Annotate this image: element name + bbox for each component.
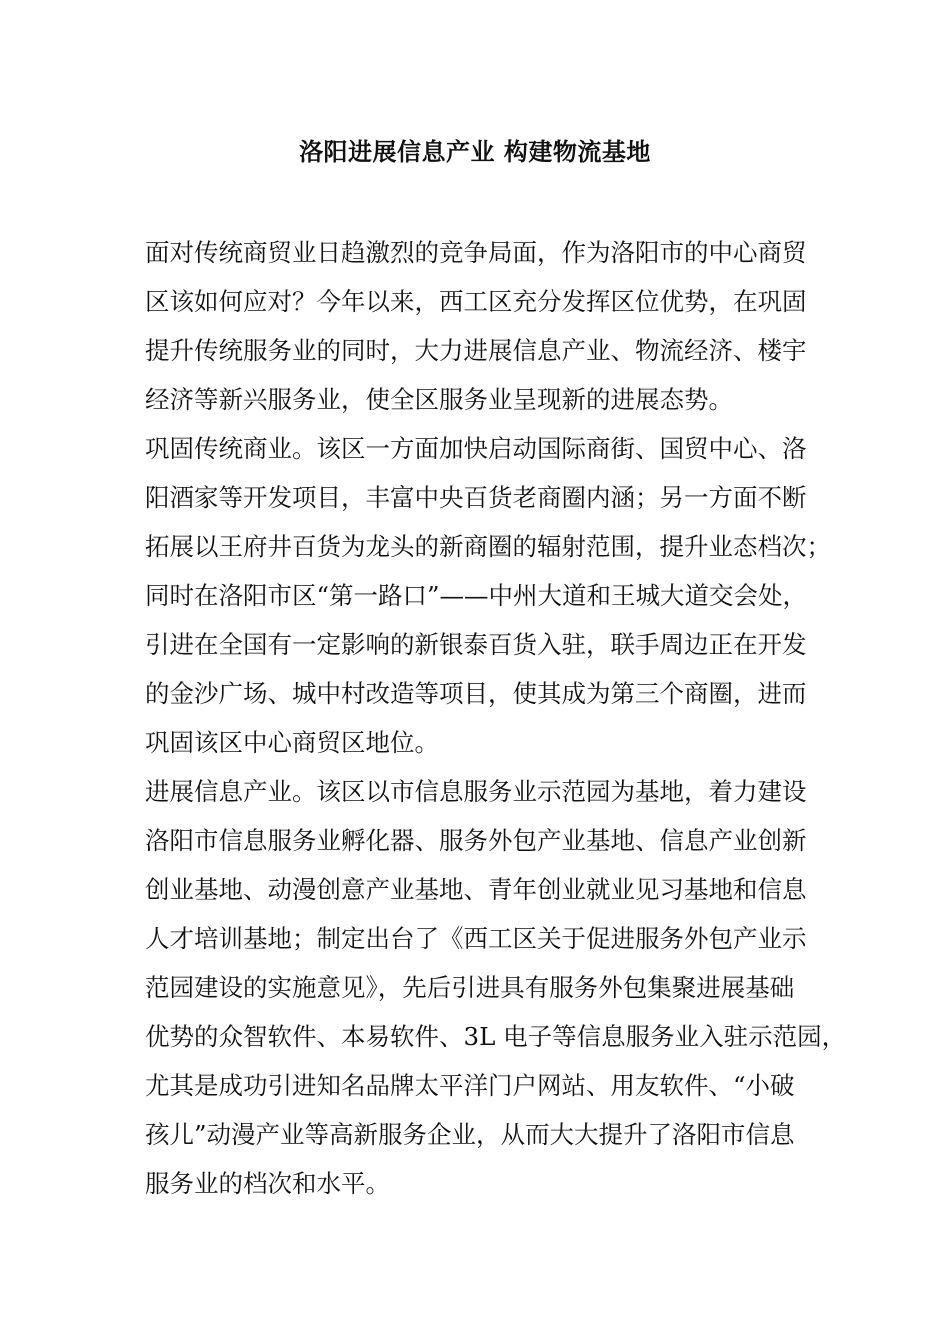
document-body <box>145 228 847 1208</box>
text-line: 引进在全国有一定影响的新银泰百货入驻，联手周边正在开发 <box>145 630 807 659</box>
text-line: 洛阳市信息服务业孵化器、服务外包产业基地、信息产业创新 <box>145 826 807 855</box>
text-line: 人才培训基地；制定出台了《西工区关于促进服务外包产业示 <box>145 924 807 953</box>
text-line: 阳酒家等开发项目，丰富中央百货老商圈内涵；另一方面不断 <box>145 483 807 512</box>
document-title: 洛阳进展信息产业 构建物流基地 <box>299 137 651 166</box>
text-line: 提升传统服务业的同时，大力进展信息产业、物流经济、楼宇 <box>145 336 807 365</box>
text-line: 范园建设的实施意见》，先后引进具有服务外包集聚进展基础 <box>145 973 795 1002</box>
paragraph-information-industry <box>145 767 847 1208</box>
text-line: 尤其是成功引进知名品牌太平洋门户网站、用友软件、“小破 <box>145 1071 795 1100</box>
text-line: 的金沙广场、城中村改造等项目，使其成为第三个商圈，进而 <box>145 679 807 708</box>
text-line: 区该如何应对？今年以来，西工区充分发挥区位优势，在巩固 <box>145 287 807 316</box>
text-line: 创业基地、动漫创意产业基地、青年创业就业见习基地和信息 <box>145 875 807 904</box>
text-line: 面对传统商贸业日趋激烈的竞争局面，作为洛阳市的中心商贸 <box>145 238 807 267</box>
text-line: 孩儿”动漫产业等高新服务企业，从而大大提升了洛阳市信息 <box>145 1120 795 1149</box>
text-line: 拓展以王府井百货为龙头的新商圈的辐射范围，提升业态档次； <box>145 532 831 561</box>
text-line: 经济等新兴服务业，使全区服务业呈现新的进展态势。 <box>145 385 733 414</box>
text-line: 巩固传统商业。该区一方面加快启动国际商街、国贸中心、洛 <box>145 434 807 463</box>
text-line: 同时在洛阳市区“第一路口”——中州大道和王城大道交会处， <box>145 581 808 610</box>
text-line: 优势的众智软件、本易软件、3L 电子等信息服务业入驻示范园， <box>145 1022 847 1051</box>
paragraph-intro <box>145 228 825 424</box>
text-line: 进展信息产业。该区以市信息服务业示范园为基地，着力建设 <box>145 777 807 806</box>
text-line: 巩固该区中心商贸区地位。 <box>145 728 439 757</box>
paragraph-commerce <box>145 424 831 767</box>
text-line: 服务业的档次和水平。 <box>145 1169 390 1198</box>
